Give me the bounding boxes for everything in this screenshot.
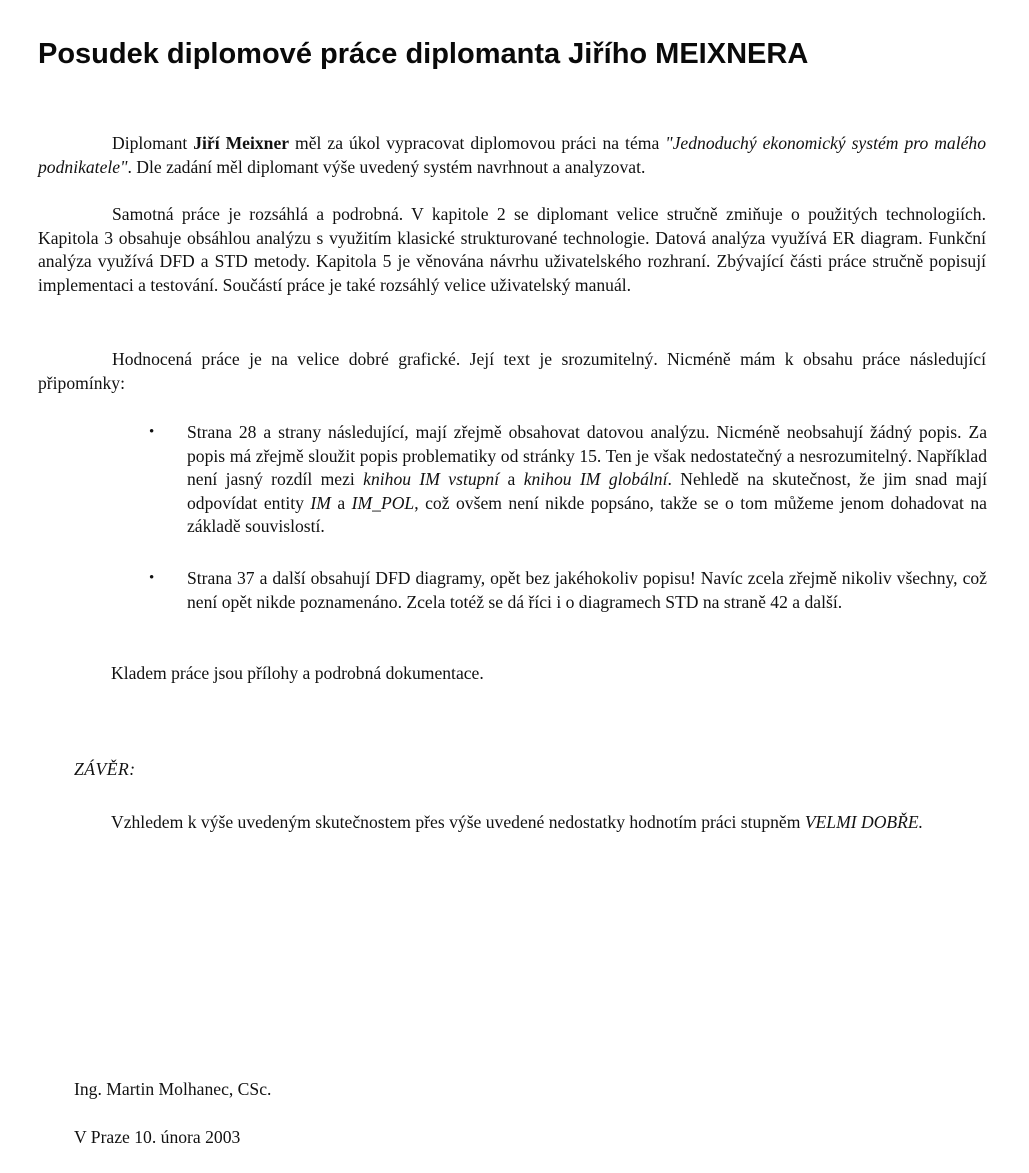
- italic-term: knihou IM globální: [523, 469, 668, 489]
- paragraph-conclusion: [74, 811, 954, 835]
- text-run: Vzhledem k výše uvedeným skutečnostem přes výše uvedené nedostatky hodnotím práci stupněm: [111, 812, 805, 832]
- thesis-topic: "Jednoduchý ekonomický systém pro malého podnikatele": [38, 133, 986, 177]
- italic-term: IM_POL: [351, 492, 415, 513]
- signature: Ing. Martin Molhanec, CSc.: [74, 1079, 272, 1099]
- text-run: , což ovšem není nikde popsáno, takže se o tom můžeme jenom dohadovat na základě souvislostí.: [187, 492, 987, 536]
- document-title: Posudek diplomové práce diplomanta Jiřího MEIXNERA: [38, 38, 809, 70]
- text-run: a: [330, 492, 352, 513]
- student-name: Jiří Meixner: [193, 133, 290, 153]
- list-item-remark-2: [149, 567, 987, 614]
- italic-term: knihou IM vstupní: [363, 469, 500, 489]
- list-item-remark-1: [149, 421, 987, 539]
- text-run: Strana 28 a strany následující, mají zřejmě obsahovat datovou analýzu. Nicméně neobsahují žádný popis. Za popis má zřejmě sloužit popis problematiky od stránky 15. Ten je však nedostatečný a nesrozumitelný. Například není jasný rozdíl mezi: [187, 422, 987, 489]
- text-run: . Dle zadání měl diplomant výše uvedený systém navrhnout a analyzovat.: [127, 156, 646, 177]
- final-grade: VELMI DOBŘE.: [804, 812, 924, 832]
- bullet-icon: •: [149, 570, 155, 586]
- paragraph-positives: Kladem práce jsou přílohy a podrobná dokumentace.: [111, 663, 484, 683]
- text-run: . Nehledě na skutečnost, že jim snad mají odpovídat entity: [187, 469, 987, 513]
- text-run: a: [499, 469, 524, 489]
- paragraph-content-summary: Samotná práce je rozsáhlá a podrobná. V kapitole 2 se diplomant velice stručně zmiňuje o použitých technologiích. Kapitola 3 obsahuje obsáhlou analýzu s využitím klasické strukturované technologie. Datová analýza využívá ER diagram. Funkční analýza využívá DFD a STD metody. Kapitola 5 je věnována návrhu uživatelského rozhraní. Zbývající části práce stručně popisují implementaci a testování. Součástí práce je také rozsáhlý velice uživatelský manuál.: [38, 204, 986, 295]
- bullet-icon: •: [149, 424, 155, 440]
- text-run: Diplomant: [112, 133, 194, 153]
- paragraph-assignment: [38, 132, 986, 179]
- place-and-date: V Praze 10. února 2003: [74, 1127, 241, 1147]
- paragraph-evaluation-intro: Hodnocená práce je na velice dobré grafické. Její text je srozumitelný. Nicméně mám k obsahu práce následující připomínky:: [38, 349, 986, 393]
- text-run: měl za úkol vypracovat diplomovou práci na téma: [289, 133, 666, 153]
- conclusion-heading: ZÁVĚR:: [74, 759, 136, 779]
- italic-term: IM: [310, 492, 331, 513]
- text-run: Strana 37 a další obsahují DFD diagramy, opět bez jakéhokoliv popisu! Navíc zcela zřejmě nikoliv všechny, což není opět nikde poznamenáno. Zcela totéž se dá říci i o diagramech STD na straně 42 a další.: [187, 568, 987, 612]
